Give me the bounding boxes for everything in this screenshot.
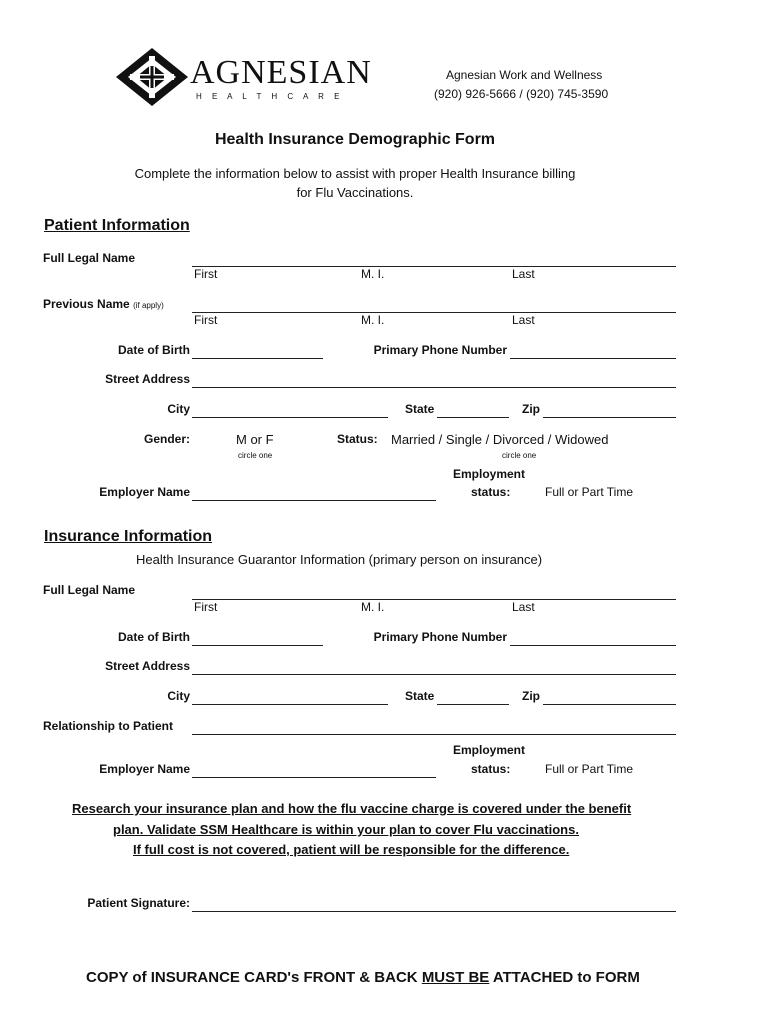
guarantor-state-label: State <box>405 689 435 703</box>
patient-state-label: State <box>405 402 435 416</box>
guarantor-employer-field[interactable] <box>192 777 436 778</box>
status-circle-one-note: circle one <box>502 451 537 460</box>
guarantor-mi-caption: M. I. <box>361 600 385 614</box>
guarantor-first-caption: First <box>194 600 218 614</box>
insurance-subheading: Health Insurance Guarantor Information (primary person on insurance) <box>136 552 543 567</box>
footer-must-be: MUST BE <box>421 969 490 986</box>
patient-phone-label: Primary Phone Number <box>373 343 507 357</box>
guarantor-dob-label: Date of Birth <box>118 630 190 644</box>
notice-line-3: If full cost is not covered, patient will be responsible for the difference. <box>133 842 570 857</box>
logo-subtitle: H E A L T H C A R E <box>196 92 344 101</box>
signature-label: Patient Signature: <box>87 896 190 910</box>
if-apply-note: (if apply) <box>133 301 164 310</box>
patient-employment-options[interactable]: Full or Part Time <box>545 485 634 499</box>
org-name: Agnesian Work and Wellness <box>446 68 603 82</box>
relationship-label: Relationship to Patient <box>43 719 174 733</box>
patient-gender-options[interactable]: M or F <box>236 432 274 447</box>
org-phones: (920) 926-5666 / (920) 745-3590 <box>434 87 609 101</box>
agnesian-emblem-icon <box>112 44 192 110</box>
patient-employer-label: Employer Name <box>99 485 190 499</box>
patient-employment-label: Employment <box>453 467 526 481</box>
guarantor-dob-field[interactable] <box>192 645 323 646</box>
signature-field[interactable] <box>192 911 676 912</box>
guarantor-employer-label: Employer Name <box>99 762 190 776</box>
patient-section-heading: Patient Information <box>44 217 190 234</box>
guarantor-city-field[interactable] <box>192 704 388 705</box>
patient-city-field[interactable] <box>192 417 388 418</box>
previous-name-text: Previous Name <box>43 297 130 311</box>
guarantor-street-label: Street Address <box>105 659 190 673</box>
guarantor-last-caption: Last <box>512 600 535 614</box>
guarantor-city-label: City <box>167 689 190 703</box>
intro-line-1: Complete the information below to assist with proper Health Insurance billing <box>134 166 576 181</box>
patient-status-label: Status: <box>337 432 378 446</box>
footer-attach-card <box>86 969 640 986</box>
patient-employment-status-label: status: <box>471 485 511 499</box>
patient-dob-field[interactable] <box>192 358 323 359</box>
patient-full-name-field[interactable] <box>192 266 676 267</box>
guarantor-full-name-field[interactable] <box>192 599 676 600</box>
patient-city-label: City <box>167 402 190 416</box>
footer-part-2: ATTACHED to FORM <box>489 969 640 986</box>
patient-zip-field[interactable] <box>543 417 676 418</box>
logo <box>112 44 382 110</box>
previous-name-field[interactable] <box>192 312 676 313</box>
patient-gender-label: Gender: <box>143 432 190 446</box>
guarantor-full-name-label: Full Legal Name <box>43 583 136 597</box>
notice-line-1: Research your insurance plan and how the flu vaccine charge is covered under the benefit <box>72 801 632 816</box>
patient-employer-field[interactable] <box>192 500 436 501</box>
patient-zip-label: Zip <box>522 402 540 416</box>
guarantor-zip-field[interactable] <box>543 704 676 705</box>
previous-last-caption: Last <box>512 313 535 327</box>
logo-name: AGNESIAN <box>190 54 372 91</box>
relationship-field[interactable] <box>192 734 676 735</box>
guarantor-phone-field[interactable] <box>510 645 676 646</box>
guarantor-employment-status-label: status: <box>471 762 511 776</box>
patient-mi-caption: M. I. <box>361 267 385 281</box>
patient-state-field[interactable] <box>437 417 509 418</box>
patient-status-options[interactable]: Married / Single / Divorced / Widowed <box>391 432 609 447</box>
patient-full-name-label: Full Legal Name <box>43 251 136 265</box>
previous-first-caption: First <box>194 313 218 327</box>
patient-dob-label: Date of Birth <box>118 343 190 357</box>
patient-first-caption: First <box>194 267 218 281</box>
patient-street-label: Street Address <box>105 372 190 386</box>
footer-part-1: COPY of INSURANCE CARD's FRONT & BACK <box>86 969 422 986</box>
patient-last-caption: Last <box>512 267 535 281</box>
notice-line-2: plan. Validate SSM Healthcare is within your plan to cover Flu vaccinations. <box>113 822 579 837</box>
intro-line-2: for Flu Vaccinations. <box>296 185 414 200</box>
guarantor-zip-label: Zip <box>522 689 540 703</box>
guarantor-phone-label: Primary Phone Number <box>373 630 507 644</box>
patient-street-field[interactable] <box>192 387 676 388</box>
gender-circle-one-note: circle one <box>238 451 273 460</box>
previous-name-label <box>43 297 164 311</box>
guarantor-employment-options[interactable]: Full or Part Time <box>545 762 634 776</box>
guarantor-street-field[interactable] <box>192 674 676 675</box>
patient-phone-field[interactable] <box>510 358 676 359</box>
guarantor-state-field[interactable] <box>437 704 509 705</box>
insurance-section-heading: Insurance Information <box>44 528 213 545</box>
guarantor-employment-label: Employment <box>453 743 526 757</box>
previous-mi-caption: M. I. <box>361 313 385 327</box>
form-title: Health Insurance Demographic Form <box>214 131 496 148</box>
